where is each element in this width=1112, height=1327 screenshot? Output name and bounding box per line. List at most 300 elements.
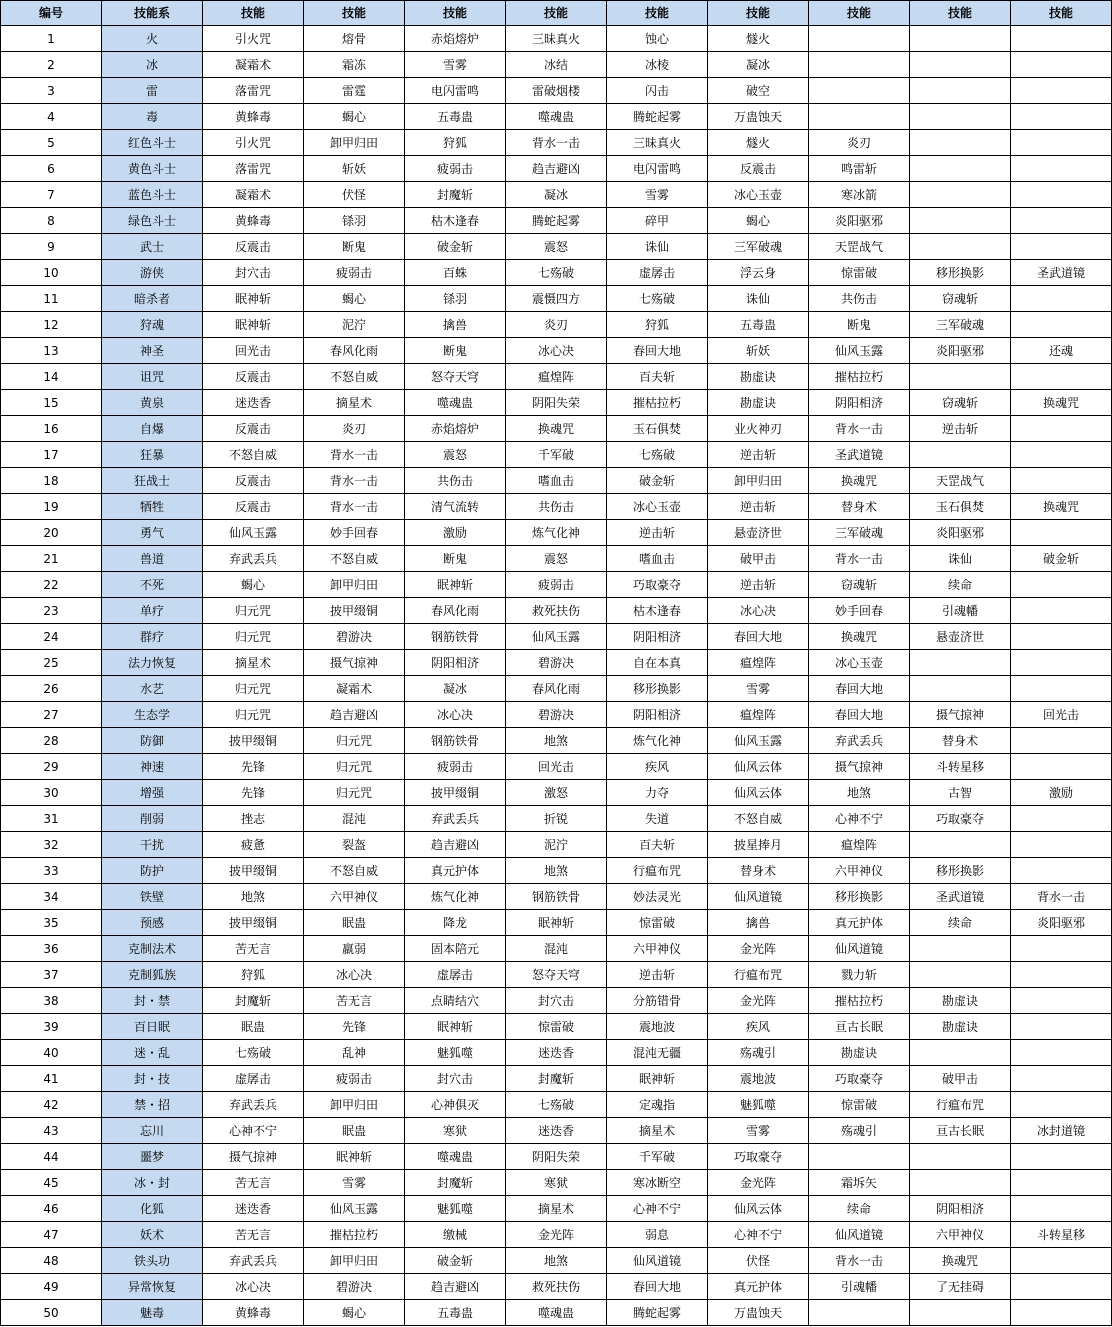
skill-series-cell: 神圣	[102, 338, 203, 364]
skill-cell: 共伤击	[809, 286, 910, 312]
skill-cell: 枯木逢春	[405, 208, 506, 234]
skill-cell: 点睛结穴	[405, 988, 506, 1014]
row-number-cell: 31	[1, 806, 102, 832]
skill-cell	[1011, 182, 1112, 208]
row-number-cell: 14	[1, 364, 102, 390]
row-number-cell: 4	[1, 104, 102, 130]
header-skill: 技能	[203, 1, 304, 26]
skill-cell: 玉石俱焚	[607, 416, 708, 442]
skill-cell: 蝎心	[304, 286, 405, 312]
skill-cell: 六甲神仪	[910, 1222, 1011, 1248]
skill-cell: 行瘟布咒	[607, 858, 708, 884]
skill-cell: 换魂咒	[809, 624, 910, 650]
skill-cell	[910, 1040, 1011, 1066]
skill-cell: 仙风云体	[708, 754, 809, 780]
table-row	[1, 1196, 1112, 1222]
skill-cell: 五毒蛊	[405, 1300, 506, 1326]
skill-cell: 炼气化神	[405, 884, 506, 910]
skill-cell: 定魂指	[607, 1092, 708, 1118]
skill-cell: 燧火	[708, 26, 809, 52]
skill-cell	[1011, 1092, 1112, 1118]
skill-cell: 折锐	[506, 806, 607, 832]
row-number-cell: 49	[1, 1274, 102, 1300]
skill-cell: 替身术	[910, 728, 1011, 754]
skill-cell: 迷迭香	[203, 390, 304, 416]
skill-cell: 业火神刃	[708, 416, 809, 442]
skill-cell	[1011, 520, 1112, 546]
skill-series-cell: 生态学	[102, 702, 203, 728]
skill-cell: 噬魂蛊	[405, 1144, 506, 1170]
skill-cell: 归元咒	[203, 702, 304, 728]
skill-cell: 固本陪元	[405, 936, 506, 962]
skill-cell: 冰心决	[203, 1274, 304, 1300]
table-row	[1, 650, 1112, 676]
skill-cell: 冰心玉壶	[809, 650, 910, 676]
skill-cell	[1011, 936, 1112, 962]
skill-cell: 反震击	[708, 156, 809, 182]
skill-series-cell: 黄色斗士	[102, 156, 203, 182]
skill-cell	[910, 1144, 1011, 1170]
skill-cell: 巧取豪夺	[708, 1144, 809, 1170]
skill-cell	[910, 936, 1011, 962]
skill-cell: 惊雷破	[607, 910, 708, 936]
skill-cell: 七殇破	[506, 1092, 607, 1118]
skill-cell: 眠神斩	[506, 910, 607, 936]
skill-cell: 碧游决	[506, 650, 607, 676]
header-skill: 技能	[304, 1, 405, 26]
skill-series-cell: 毒	[102, 104, 203, 130]
skill-cell: 巧取豪夺	[910, 806, 1011, 832]
row-number-cell: 38	[1, 988, 102, 1014]
skill-cell: 疲弱击	[506, 572, 607, 598]
skill-cell: 冰心决	[405, 702, 506, 728]
skill-cell: 封穴击	[506, 988, 607, 1014]
skill-cell: 蝎心	[708, 208, 809, 234]
row-number-cell: 2	[1, 52, 102, 78]
skill-cell: 伏怪	[708, 1248, 809, 1274]
skill-cell: 噬魂蛊	[506, 1300, 607, 1326]
skill-cell: 激励	[1011, 780, 1112, 806]
row-number-cell: 50	[1, 1300, 102, 1326]
row-number-cell: 34	[1, 884, 102, 910]
skill-cell: 续命	[910, 572, 1011, 598]
skill-cell: 霜冻	[304, 52, 405, 78]
header-skill: 技能	[1011, 1, 1112, 26]
skill-cell: 噬魂蛊	[506, 104, 607, 130]
skill-series-cell: 狂战士	[102, 468, 203, 494]
row-number-cell: 41	[1, 1066, 102, 1092]
skill-cell: 炎刃	[304, 416, 405, 442]
skill-cell: 替身术	[708, 858, 809, 884]
skill-cell: 金光阵	[708, 988, 809, 1014]
table-row	[1, 598, 1112, 624]
skill-cell: 诛仙	[708, 286, 809, 312]
skill-cell: 钢筋铁骨	[405, 624, 506, 650]
skill-cell: 封魔斩	[405, 182, 506, 208]
skill-cell: 地煞	[203, 884, 304, 910]
skill-cell: 炎刃	[506, 312, 607, 338]
skill-cell	[1011, 572, 1112, 598]
skill-cell	[910, 442, 1011, 468]
skill-cell: 六甲神仪	[607, 936, 708, 962]
skill-cell: 逆击斩	[910, 416, 1011, 442]
skill-cell: 疲弱击	[405, 156, 506, 182]
row-number-cell: 13	[1, 338, 102, 364]
skill-series-cell: 防护	[102, 858, 203, 884]
row-number-cell: 16	[1, 416, 102, 442]
skill-cell: 虚孱击	[607, 260, 708, 286]
skill-cell: 回光击	[1011, 702, 1112, 728]
row-number-cell: 27	[1, 702, 102, 728]
skill-cell	[910, 364, 1011, 390]
skill-cell: 救死扶伤	[506, 598, 607, 624]
table-row	[1, 858, 1112, 884]
skill-cell: 背水一击	[809, 1248, 910, 1274]
skill-cell: 裂盔	[304, 832, 405, 858]
skill-cell: 破金斩	[1011, 546, 1112, 572]
skill-cell	[809, 1144, 910, 1170]
skill-cell: 逆击斩	[708, 494, 809, 520]
table-row	[1, 364, 1112, 390]
skill-series-cell: 禁・招	[102, 1092, 203, 1118]
skill-cell: 摄气掠神	[304, 650, 405, 676]
skill-cell: 炎阳驱邪	[809, 208, 910, 234]
skill-series-cell: 勇气	[102, 520, 203, 546]
skill-cell	[1011, 364, 1112, 390]
skill-cell: 弃武丢兵	[203, 1092, 304, 1118]
table-body	[1, 26, 1112, 1326]
skill-cell: 缴械	[405, 1222, 506, 1248]
skill-cell: 摘星术	[203, 650, 304, 676]
skill-cell: 斩妖	[708, 338, 809, 364]
skill-cell: 嗜血击	[506, 468, 607, 494]
skill-cell: 万蛊蚀天	[708, 104, 809, 130]
skill-cell: 擒兽	[405, 312, 506, 338]
table-row	[1, 182, 1112, 208]
skill-cell: 地煞	[506, 858, 607, 884]
table-row	[1, 104, 1112, 130]
skill-cell: 闪击	[607, 78, 708, 104]
skill-cell: 春回大地	[607, 338, 708, 364]
skill-cell: 震地波	[607, 1014, 708, 1040]
skill-cell: 魅狐噬	[708, 1092, 809, 1118]
skill-cell: 三军破魂	[809, 520, 910, 546]
skill-cell: 自在本真	[607, 650, 708, 676]
skill-cell: 破甲击	[910, 1066, 1011, 1092]
skill-cell: 弃武丢兵	[203, 546, 304, 572]
skill-cell: 冰心决	[708, 598, 809, 624]
skill-cell	[1011, 598, 1112, 624]
skill-cell: 替身术	[809, 494, 910, 520]
skill-cell: 迷迭香	[506, 1040, 607, 1066]
skill-cell: 引火咒	[203, 130, 304, 156]
skill-cell: 苦无言	[203, 936, 304, 962]
skill-cell: 断鬼	[304, 234, 405, 260]
skill-cell: 迷迭香	[506, 1118, 607, 1144]
skill-cell: 勘虚诀	[910, 988, 1011, 1014]
skill-cell: 悬壶济世	[708, 520, 809, 546]
skill-cell	[1011, 728, 1112, 754]
table-row	[1, 884, 1112, 910]
skill-cell: 千军破	[506, 442, 607, 468]
skill-cell: 春回大地	[607, 1274, 708, 1300]
skill-cell: 勘虚诀	[809, 1040, 910, 1066]
skill-cell: 六甲神仪	[304, 884, 405, 910]
skill-cell: 摄气掠神	[910, 702, 1011, 728]
table-row	[1, 26, 1112, 52]
skill-cell: 逆击斩	[607, 962, 708, 988]
skill-cell	[1011, 468, 1112, 494]
skill-cell: 反震击	[203, 468, 304, 494]
skill-cell: 破甲击	[708, 546, 809, 572]
skill-cell: 移形换影	[910, 260, 1011, 286]
skill-cell: 瘟煌阵	[708, 702, 809, 728]
row-number-cell: 24	[1, 624, 102, 650]
skill-cell: 擒兽	[708, 910, 809, 936]
skill-cell: 续命	[809, 1196, 910, 1222]
skill-cell: 背水一击	[506, 130, 607, 156]
skill-cell	[1011, 1170, 1112, 1196]
skill-cell: 雪雾	[405, 52, 506, 78]
skill-series-cell: 火	[102, 26, 203, 52]
skill-cell: 摄气掠神	[203, 1144, 304, 1170]
skill-cell: 诛仙	[607, 234, 708, 260]
skill-cell: 震怒	[506, 234, 607, 260]
row-number-cell: 19	[1, 494, 102, 520]
skill-series-cell: 魅毒	[102, 1300, 203, 1326]
skill-cell: 凝冰	[405, 676, 506, 702]
table-row	[1, 78, 1112, 104]
skill-cell: 披甲缀铜	[203, 728, 304, 754]
skill-cell: 挫志	[203, 806, 304, 832]
skill-cell: 凝冰	[708, 52, 809, 78]
skill-cell: 仙风玉露	[708, 728, 809, 754]
skill-cell: 七殇破	[203, 1040, 304, 1066]
skill-cell: 凝冰	[506, 182, 607, 208]
skill-cell: 地煞	[506, 728, 607, 754]
skill-cell: 悬壶济世	[910, 624, 1011, 650]
skill-series-cell: 单疗	[102, 598, 203, 624]
skill-cell: 反震击	[203, 494, 304, 520]
skill-cell: 春回大地	[809, 676, 910, 702]
skill-cell: 真元护体	[405, 858, 506, 884]
table-row	[1, 130, 1112, 156]
skill-cell: 熔骨	[304, 26, 405, 52]
table-row	[1, 936, 1112, 962]
skill-cell: 共伤击	[506, 494, 607, 520]
skill-cell: 妙手回春	[809, 598, 910, 624]
row-number-cell: 28	[1, 728, 102, 754]
skill-cell: 惊雷破	[809, 1092, 910, 1118]
skill-cell: 狩狐	[203, 962, 304, 988]
skill-cell: 换魂咒	[1011, 494, 1112, 520]
skill-cell: 断鬼	[809, 312, 910, 338]
skill-cell: 归元咒	[304, 728, 405, 754]
table-row	[1, 1222, 1112, 1248]
skill-cell: 震慑四方	[506, 286, 607, 312]
skill-cell: 反震击	[203, 234, 304, 260]
row-number-cell: 48	[1, 1248, 102, 1274]
skill-cell: 共伤击	[405, 468, 506, 494]
skill-cell: 不怒自威	[304, 858, 405, 884]
skill-series-cell: 蓝色斗士	[102, 182, 203, 208]
skill-cell: 不怒自威	[304, 364, 405, 390]
skill-series-cell: 暗杀者	[102, 286, 203, 312]
skill-cell: 惊雷破	[809, 260, 910, 286]
skill-cell: 虚孱击	[405, 962, 506, 988]
skill-cell: 魅狐噬	[405, 1040, 506, 1066]
skill-series-cell: 忘川	[102, 1118, 203, 1144]
skill-series-cell: 武士	[102, 234, 203, 260]
skill-cell: 换魂咒	[809, 468, 910, 494]
skill-cell: 疲弱击	[304, 1066, 405, 1092]
skill-cell: 疲弱击	[304, 260, 405, 286]
skill-cell: 卸甲归田	[304, 130, 405, 156]
skill-series-cell: 群疗	[102, 624, 203, 650]
skill-series-cell: 红色斗士	[102, 130, 203, 156]
skill-cell: 混沌无疆	[607, 1040, 708, 1066]
skill-cell: 疾风	[708, 1014, 809, 1040]
skill-cell: 燧火	[708, 130, 809, 156]
skill-cell: 碧游决	[304, 1274, 405, 1300]
skill-cell: 心神不宁	[708, 1222, 809, 1248]
table-row	[1, 312, 1112, 338]
skill-cell: 披甲缀铜	[405, 780, 506, 806]
skill-series-cell: 自爆	[102, 416, 203, 442]
skill-cell: 斗转星移	[910, 754, 1011, 780]
skill-series-cell: 妖术	[102, 1222, 203, 1248]
skill-cell	[809, 52, 910, 78]
header-skill: 技能	[405, 1, 506, 26]
skill-cell: 趋吉避凶	[304, 702, 405, 728]
skill-cell: 不怒自威	[304, 546, 405, 572]
skill-cell	[910, 78, 1011, 104]
skill-cell: 炎阳驱邪	[910, 338, 1011, 364]
skill-cell: 趋吉避凶	[405, 832, 506, 858]
table-row	[1, 1040, 1112, 1066]
skill-cell	[910, 832, 1011, 858]
skill-cell: 腾蛇起雾	[506, 208, 607, 234]
skill-cell: 天罡战气	[910, 468, 1011, 494]
row-number-cell: 30	[1, 780, 102, 806]
skill-cell	[1011, 1040, 1112, 1066]
row-number-cell: 36	[1, 936, 102, 962]
skill-cell: 嗜血击	[607, 546, 708, 572]
skill-cell	[910, 130, 1011, 156]
skill-cell: 封魔斩	[203, 988, 304, 1014]
skill-cell: 苦无言	[304, 988, 405, 1014]
skill-cell: 瘟煌阵	[708, 650, 809, 676]
table-row	[1, 676, 1112, 702]
row-number-cell: 46	[1, 1196, 102, 1222]
skill-cell: 阴阳相济	[809, 390, 910, 416]
skill-cell: 震怒	[405, 442, 506, 468]
table-row	[1, 1248, 1112, 1274]
skill-series-cell: 封・禁	[102, 988, 203, 1014]
skill-cell: 摧枯拉朽	[809, 988, 910, 1014]
row-number-cell: 42	[1, 1092, 102, 1118]
skill-series-cell: 狂暴	[102, 442, 203, 468]
skill-series-cell: 法力恢复	[102, 650, 203, 676]
skill-cell: 地煞	[809, 780, 910, 806]
skill-cell: 殇魂引	[809, 1118, 910, 1144]
skill-cell: 断鬼	[405, 338, 506, 364]
skill-cell: 阴阳相济	[910, 1196, 1011, 1222]
skill-cell: 寒冰箭	[809, 182, 910, 208]
table-row	[1, 754, 1112, 780]
skill-cell: 落雷咒	[203, 78, 304, 104]
skill-cell: 五毒蛊	[708, 312, 809, 338]
skill-cell: 迷迭香	[203, 1196, 304, 1222]
skill-cell: 激励	[405, 520, 506, 546]
skill-cell: 蚀心	[607, 26, 708, 52]
skill-cell: 行瘟布咒	[708, 962, 809, 988]
skill-series-cell: 噩梦	[102, 1144, 203, 1170]
skill-cell	[910, 208, 1011, 234]
skill-cell: 仙风云体	[708, 1196, 809, 1222]
skill-cell	[1011, 624, 1112, 650]
skill-cell: 弃武丢兵	[203, 1248, 304, 1274]
skill-cell: 弃武丢兵	[809, 728, 910, 754]
row-number-cell: 9	[1, 234, 102, 260]
row-number-cell: 20	[1, 520, 102, 546]
header-row	[1, 1, 1112, 26]
skill-series-cell: 黄泉	[102, 390, 203, 416]
skill-cell: 震地波	[708, 1066, 809, 1092]
table-row	[1, 286, 1112, 312]
skill-cell: 枯木逢春	[607, 598, 708, 624]
skill-cell: 移形换影	[607, 676, 708, 702]
skill-cell: 引火咒	[203, 26, 304, 52]
skill-cell: 卸甲归田	[708, 468, 809, 494]
skill-cell: 冰封道镜	[1011, 1118, 1112, 1144]
skill-cell: 百蛛	[405, 260, 506, 286]
skill-cell: 趋吉避凶	[405, 1274, 506, 1300]
skill-series-cell: 封・技	[102, 1066, 203, 1092]
skill-series-cell: 克制狐族	[102, 962, 203, 988]
skill-cell	[1011, 104, 1112, 130]
row-number-cell: 47	[1, 1222, 102, 1248]
skill-cell: 披星捧月	[708, 832, 809, 858]
skill-cell: 腾蛇起雾	[607, 1300, 708, 1326]
table-row	[1, 520, 1112, 546]
skill-cell: 亘古长眠	[809, 1014, 910, 1040]
skill-series-cell: 化狐	[102, 1196, 203, 1222]
skill-cell: 凝霜术	[203, 182, 304, 208]
skill-cell: 续命	[910, 910, 1011, 936]
table-row	[1, 546, 1112, 572]
skill-cell: 三昧真火	[607, 130, 708, 156]
skill-cell	[910, 26, 1011, 52]
skill-cell	[1011, 1300, 1112, 1326]
skill-cell: 古智	[910, 780, 1011, 806]
skill-series-cell: 预感	[102, 910, 203, 936]
row-number-cell: 45	[1, 1170, 102, 1196]
skill-cell: 封穴击	[405, 1066, 506, 1092]
skill-cell: 勘虚诀	[910, 1014, 1011, 1040]
skill-cell: 春回大地	[809, 702, 910, 728]
skill-cell: 碧游决	[506, 702, 607, 728]
skill-cell: 圣武道镜	[910, 884, 1011, 910]
skill-cell: 背水一击	[1011, 884, 1112, 910]
table-row	[1, 1014, 1112, 1040]
skill-cell: 疲弱击	[405, 754, 506, 780]
skill-cell: 回光击	[203, 338, 304, 364]
skill-series-cell: 百日眠	[102, 1014, 203, 1040]
header-skill: 技能	[910, 1, 1011, 26]
table-row	[1, 780, 1112, 806]
skill-cell: 移形换影	[809, 884, 910, 910]
